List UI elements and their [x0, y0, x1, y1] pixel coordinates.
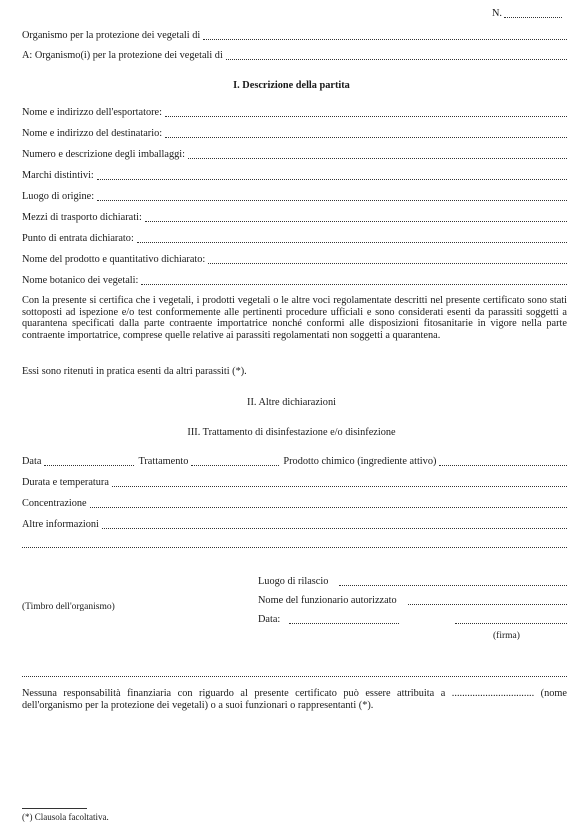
chemical-label: Prodotto chimico (ingrediente attivo): [283, 456, 437, 467]
field-row: [22, 170, 567, 182]
field-label: Nome e indirizzo del destinatario:: [22, 128, 163, 139]
number-field[interactable]: [504, 9, 562, 18]
field-input[interactable]: [97, 171, 567, 180]
field-label: Mezzi di trasporto dichiarati:: [22, 212, 142, 223]
data-field[interactable]: [44, 457, 134, 466]
officer-row: [258, 595, 567, 607]
field-row: [22, 275, 567, 287]
field-row: [22, 128, 567, 140]
signature-label: (firma): [493, 631, 520, 641]
date-row: [258, 614, 567, 626]
certificate-number: [492, 8, 562, 20]
certification-paragraph: Con la presente si certifica che i vegetali, i prodotti vegetali o le altre voci regolamentate descritti nel presente certificato sono stati sottoposti ad ispezione e/o test conformemente alle pertinenti procedure ufficiali e sono considerati esenti da parassiti soggetti a quarantena specificati dalla parte contraente importatrice nonché conformi alle disposizioni fitosanitarie in vigore nella parte contraente importatrice, comprese quelle relative ai parassiti regolamentati non soggetti a quarantena.: [22, 295, 567, 341]
date-field[interactable]: [289, 615, 399, 624]
field-input[interactable]: [145, 213, 567, 222]
treatment-label: Trattamento: [138, 456, 189, 467]
section-2-title: II. Altre dichiarazioni: [247, 397, 336, 408]
treatment-row: [22, 456, 567, 468]
field-row: [22, 212, 567, 224]
field-row: [22, 149, 567, 161]
treatment-field[interactable]: [191, 457, 279, 466]
field-label: Nome del prodotto e quantitativo dichiarato:: [22, 254, 206, 265]
field-input[interactable]: [188, 150, 567, 159]
concentration-field[interactable]: [90, 499, 567, 508]
duration-label: Durata e temperatura: [22, 477, 109, 488]
officer-label: Nome del funzionario autorizzato: [258, 595, 397, 606]
org-from-label: Organismo per la protezione dei vegetali di: [22, 30, 201, 41]
field-input[interactable]: [165, 108, 567, 117]
field-label: Luogo di origine:: [22, 191, 95, 202]
place-row: [258, 576, 567, 588]
stamp-label: (Timbro dell'organismo): [22, 602, 115, 612]
field-label: Marchi distintivi:: [22, 170, 94, 181]
field-input[interactable]: [97, 192, 567, 201]
field-label: Nome botanico dei vegetali:: [22, 275, 139, 286]
field-label: Punto di entrata dichiarato:: [22, 233, 134, 244]
data-label: Data: [22, 456, 42, 467]
org-from-field[interactable]: [203, 31, 567, 40]
officer-field[interactable]: [408, 596, 567, 605]
org-from-row: [22, 30, 567, 42]
org-to-field[interactable]: [226, 51, 567, 60]
section-3-title: III. Trattamento di disinfestazione e/o disinfezione: [187, 427, 396, 438]
org-to-label: A: Organismo(i) per la protezione dei vegetali di: [22, 50, 223, 61]
field-row: [22, 254, 567, 266]
liability-paragraph: Nessuna responsabilità finanziaria con riguardo al presente certificato può essere attribuita a ................................ (nome dell'organismo per la protezione dei vegetali) o a suoi funzionari o rappresentanti (*).: [22, 688, 567, 711]
field-row: [22, 107, 567, 119]
field-input[interactable]: [137, 234, 567, 243]
other-info-extra-line[interactable]: [22, 547, 567, 548]
field-label: Numero e descrizione degli imballaggi:: [22, 149, 185, 160]
separator-line: [22, 676, 567, 677]
concentration-row: [22, 498, 567, 510]
section-1-title: I. Descrizione della partita: [233, 80, 350, 91]
other-info-field[interactable]: [102, 520, 567, 529]
footnote-rule: [22, 808, 87, 809]
field-input[interactable]: [165, 129, 567, 138]
field-row: [22, 233, 567, 245]
place-field[interactable]: [339, 577, 567, 586]
concentration-label: Concentrazione: [22, 498, 87, 509]
number-label: N.: [492, 8, 503, 19]
other-info-label: Altre informazioni: [22, 519, 99, 530]
duration-row: [22, 477, 567, 489]
field-row: [22, 191, 567, 203]
field-label: Nome e indirizzo dell'esportatore:: [22, 107, 162, 118]
duration-field[interactable]: [112, 478, 567, 487]
field-input[interactable]: [141, 276, 567, 285]
org-to-row: [22, 50, 567, 62]
chemical-field[interactable]: [439, 457, 567, 466]
signature-field[interactable]: [455, 615, 567, 624]
other-info-row: [22, 519, 567, 531]
field-input[interactable]: [208, 255, 567, 264]
exempt-statement: Essi sono ritenuti in pratica esenti da altri parassiti (*).: [22, 366, 247, 377]
date-label: Data:: [258, 614, 281, 625]
footnote: (*) Clausola facoltativa.: [22, 812, 109, 822]
place-label: Luogo di rilascio: [258, 576, 329, 587]
